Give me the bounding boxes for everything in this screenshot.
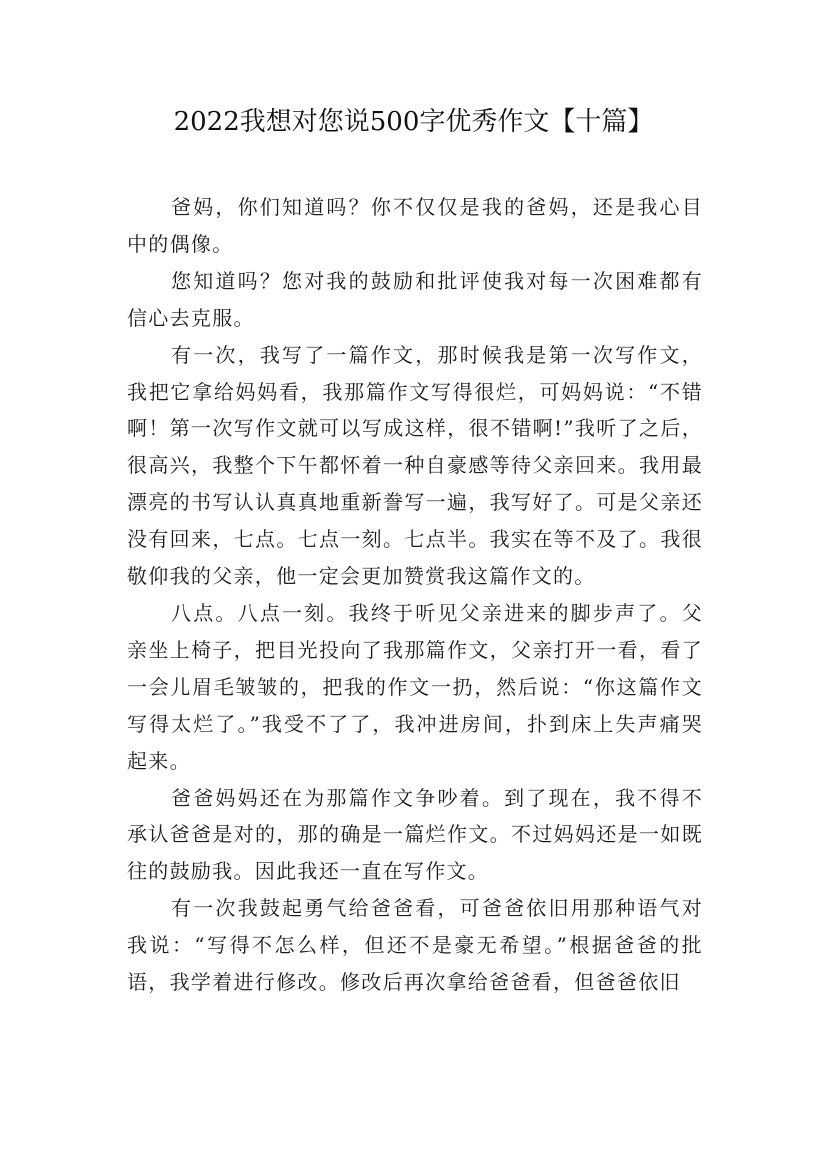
- paragraph: 八点。八点一刻。我终于听见父亲进来的脚步声了。父亲坐上椅子，把目光投向了我那篇作文，父亲打开一看，看了一会儿眉毛皱皱的，把我的作文一扔，然后说：“你这篇作文写得太烂了。”我受不了了，我冲进房间，扑到床上失声痛哭起来。: [127, 600, 703, 773]
- paragraph: 有一次，我写了一篇作文，那时候我是第一次写作文，我把它拿给妈妈看，我那篇作文写得很烂，可妈妈说：“不错啊！第一次写作文就可以写成这样，很不错啊!”我听了之后，很高兴，我整个下午都怀着一种自豪感等待父亲回来。我用最漂亮的书写认认真真地重新誊写一遍，我写好了。可是父亲还没有回来，七点。七点一刻。七点半。我实在等不及了。我很敬仰我的父亲，他一定会更加赞赏我这篇作文的。: [127, 342, 703, 589]
- document-title: 2022我想对您说500字优秀作文【十篇】: [173, 107, 654, 137]
- paragraph: 您知道吗？您对我的鼓励和批评使我对每一次困难都有信心去克服。: [127, 268, 703, 330]
- paragraph: 爸爸妈妈还在为那篇作文争吵着。到了现在，我不得不承认爸爸是对的，那的确是一篇烂作文。不过妈妈还是一如既往的鼓励我。因此我还一直在写作文。: [127, 785, 703, 884]
- paragraph: 有一次我鼓起勇气给爸爸看，可爸爸依旧用那种语气对我说：“写得不怎么样，但还不是豪无希望。”根据爸爸的批语，我学着进行修改。修改后再次拿给爸爸看，但爸爸依旧: [127, 896, 703, 995]
- paragraph: 爸妈，你们知道吗？你不仅仅是我的爸妈，还是我心目中的偶像。: [127, 195, 703, 256]
- document-body: [127, 189, 703, 1001]
